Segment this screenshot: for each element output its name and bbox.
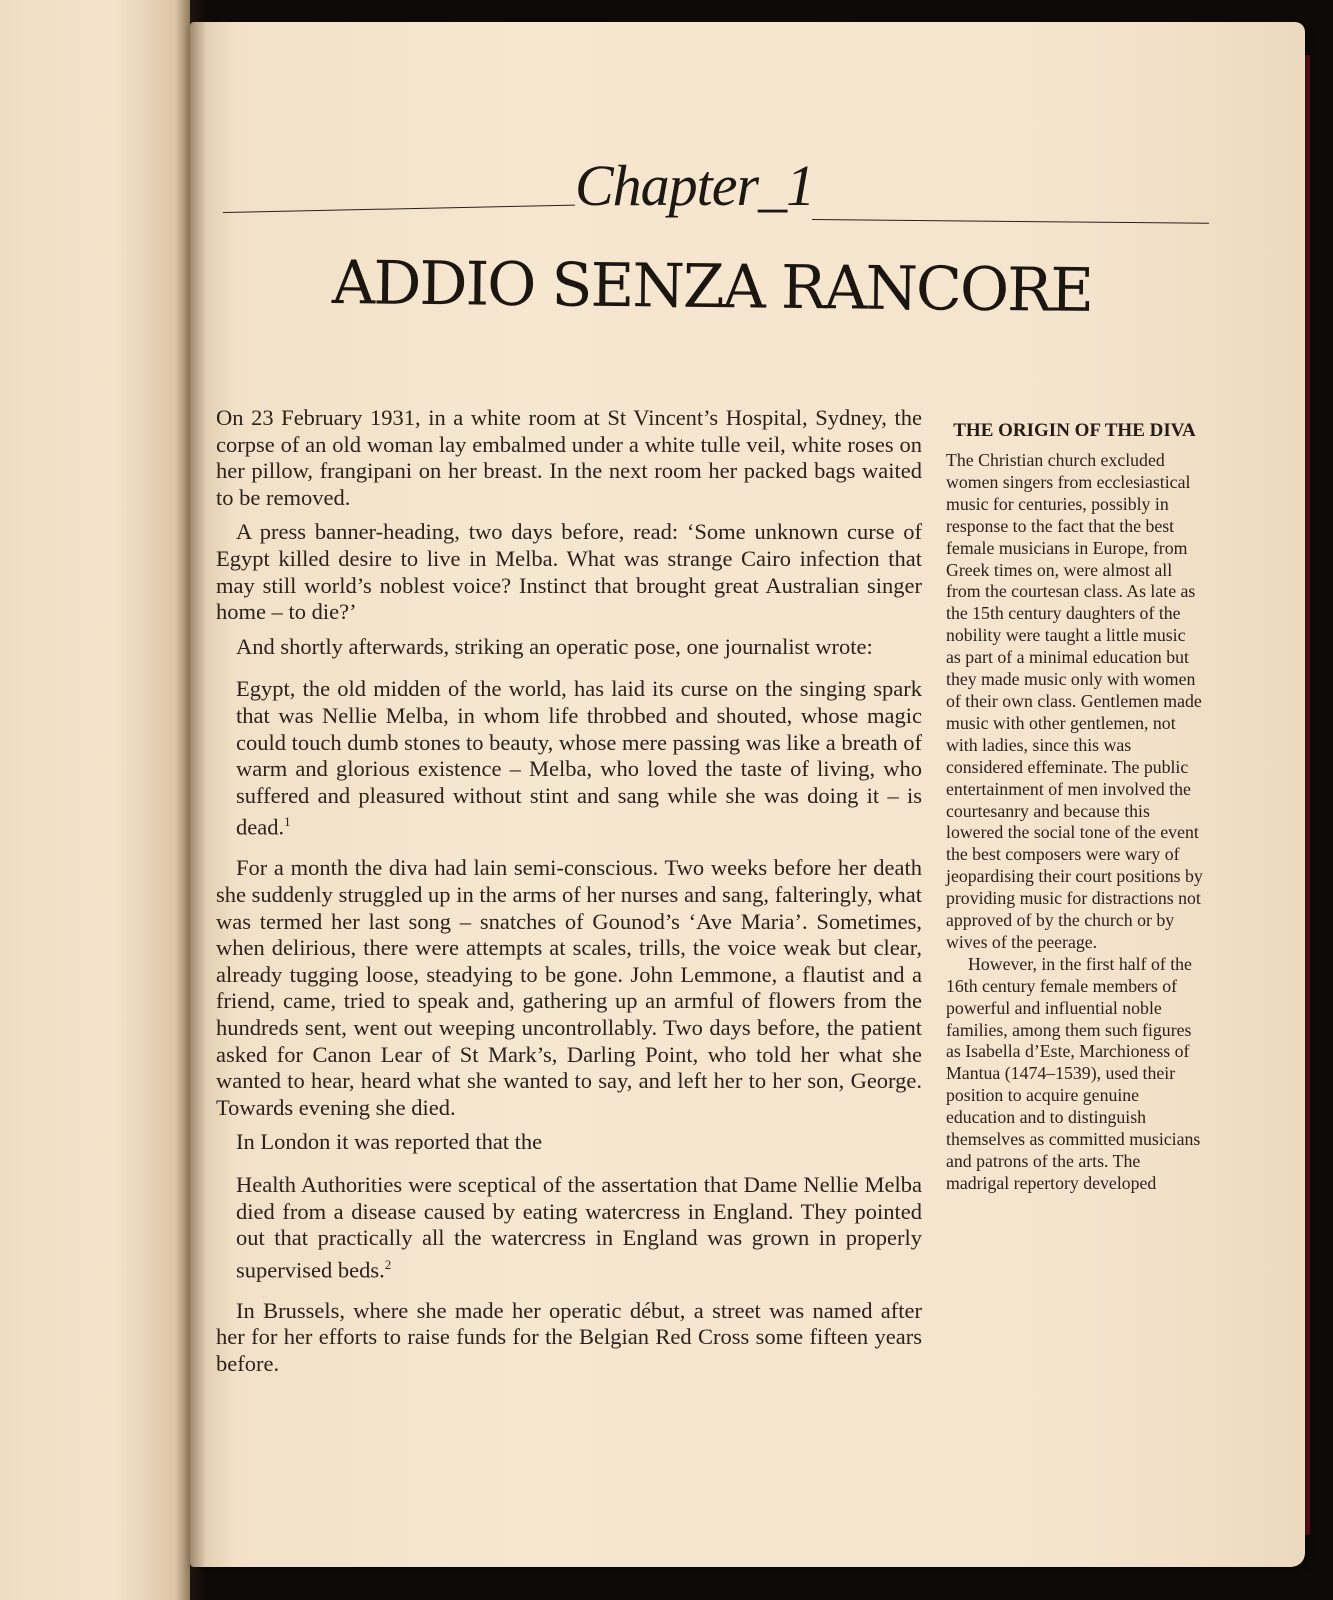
block-quote-2 bbox=[236, 1172, 922, 1284]
sidebar-paragraph-1: The Christian church excluded women singers from ecclesiastical music for centuries, possibly in response to the fact that the best female musicians in Europe, from Greek times on, were almost all from the courtesan class. As late as the 15th century daughters of the nobility were taught a little music as part of a minimal education but they made music only with women of their own class. Gentlemen made music with other gentlemen, not with ladies, since this was considered effeminate. The public entertainment of men involved the courtesanry and because this lowered the social tone of the event the best composers were wary of jeopardising their court positions by providing music for distractions not approved of by the church or by wives of the peerage. bbox=[946, 450, 1203, 952]
sidebar-box bbox=[946, 420, 1203, 1195]
footnote-ref-2: 2 bbox=[384, 1256, 392, 1272]
block-quote-1 bbox=[236, 676, 922, 841]
paragraph-1: On 23 February 1931, in a white room at St Vincent’s Hospital, Sydney, the corpse of an old woman lay embalmed under a white tulle veil, white roses on her pillow, frangipani on her breast. In the next room her packed bags waited to be removed. bbox=[216, 405, 922, 510]
paragraph-2: A press banner-heading, two days before, read: ‘Some unknown curse of Egypt killed desire to live in Melba. What was strange Cairo infection that may still world’s noblest voice? Instinct that brought great Australian singer home – to die?’ bbox=[216, 519, 922, 625]
chapter-label: Chapter_1 bbox=[575, 153, 815, 218]
paragraph-5: In London it was reported that the bbox=[236, 1129, 543, 1155]
footnote-ref-1: 1 bbox=[284, 814, 291, 830]
sidebar-title: THE ORIGIN OF THE DIVA bbox=[953, 420, 1196, 441]
main-text-column bbox=[216, 405, 922, 1378]
paragraph-6: In Brussels, where she made her operatic début, a street was named after her for her efforts to raise funds for the Belgian Red Cross some fifteen years before. bbox=[216, 1297, 922, 1376]
paragraph-4: For a month the diva had lain semi-conscious. Two weeks before her death she suddenly struggled up in the arms of her nurses and sang, falteringly, what was termed her last song – snatches of Gounod’s ‘Ave Maria’. Sometimes, when delirious, there were attempts at scales, trills, the voice weak but clear, already tugging loose, steadying to be gone. John Lemmone, a flautist and a friend, came, tried to speak and, gathering up an armful of flowers from the hundreds sent, went out weeping uncontrollably. Two days before, the patient asked for Canon Lear of St Mark’s, Darling Point, who told her what she wanted to hear, heard what she wanted to say, and left her to her son, George. Towards evening she died. bbox=[216, 855, 922, 1120]
left-page bbox=[0, 0, 190, 1600]
block-quote-2-text: Health Authorities were sceptical of the assertation that Dame Nellie Melba died from a disease caused by eating watercress in England. They pointed out that practically all the watercress in England was grown in properly supervised beds. bbox=[236, 1171, 922, 1283]
page-gutter bbox=[176, 0, 206, 1600]
sidebar-paragraph-2: However, in the first half of the 16th century female members of powerful and influential noble families, among them such figures as Isabella d’Este, Marchioness of Mantua (1474–1539), used their position to acquire genuine education and to distinguish themselves as committed musicians and patrons of the arts. The madrigal repertory developed bbox=[946, 953, 1201, 1193]
chapter-title: ADDIO SENZA RANCORE bbox=[331, 248, 1093, 326]
block-quote-1-text: Egypt, the old midden of the world, has laid its curse on the singing spark that was Nellie Melba, in whom life throbbed and shouted, whose magic could touch dumb stones to beauty, whose mere passing was like a breath of warm and glorious existence – Melba, who loved the taste of living, who suffered and pleasured without stint and sang while she was doing it – is dead. bbox=[236, 676, 922, 840]
paragraph-3: And shortly afterwards, striking an operatic pose, one journalist wrote: bbox=[236, 633, 873, 659]
